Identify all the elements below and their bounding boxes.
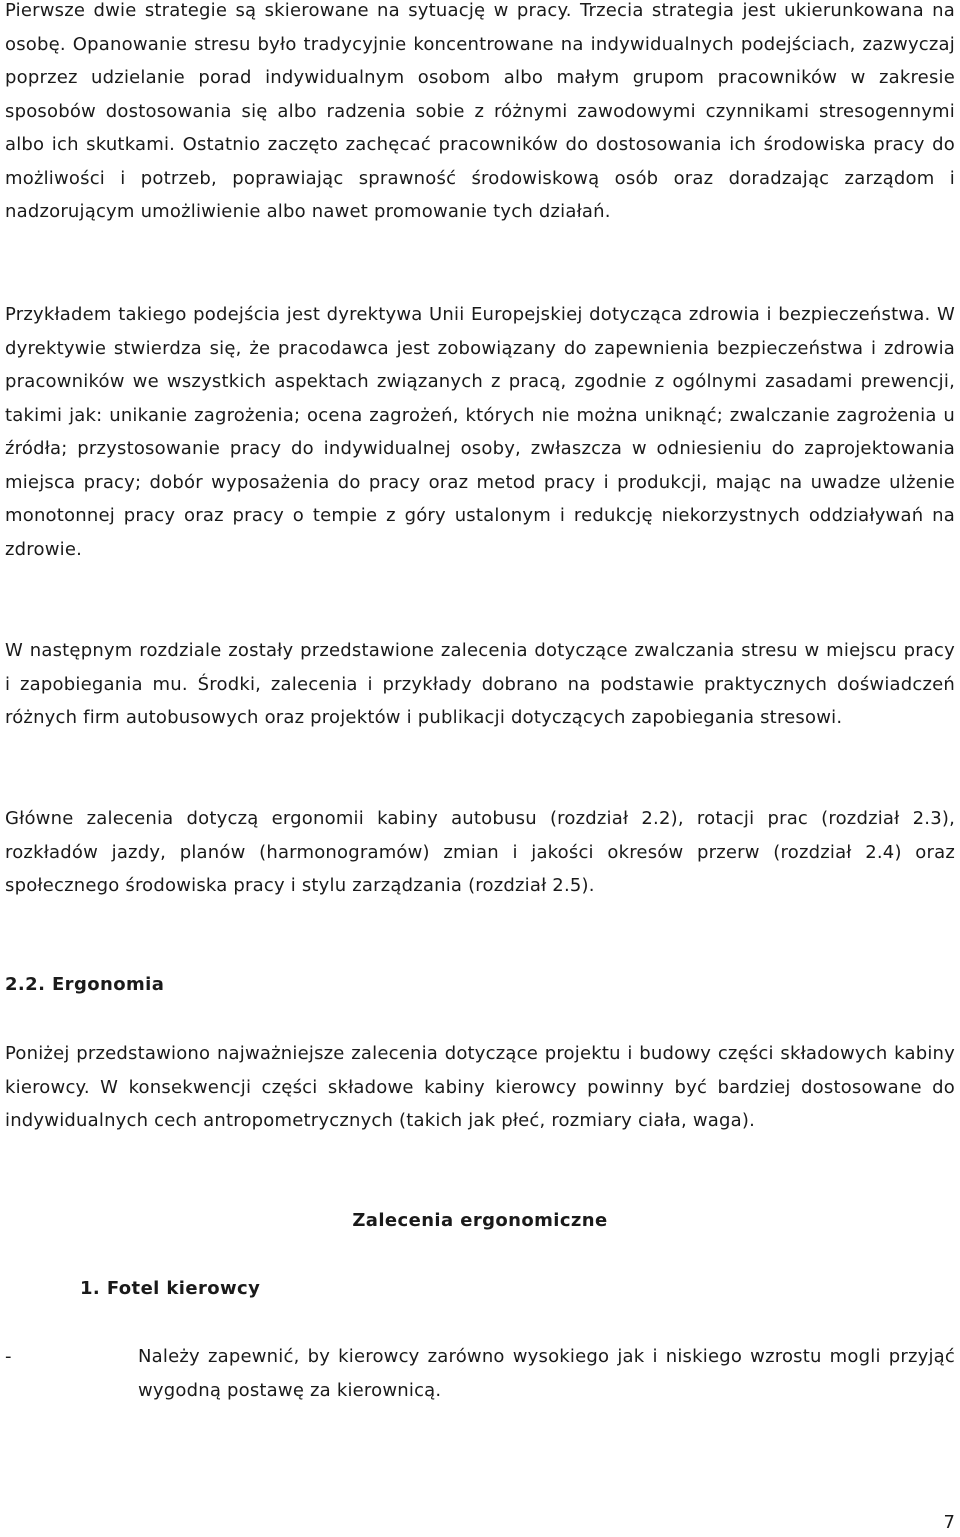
paragraph-next-chapter: W następnym rozdziale zostały przedstawione zalecenia dotyczące zwalczania stresu w miejscu pracy i zapobiegania mu. Środki, zalecenia i przykłady dobrano na podstawie praktycznych doświadczeń różnych firm autobusowych oraz projektów i publikacji dotyczących zapobiegania stresowi. <box>5 640 955 728</box>
paragraph-strategies: Pierwsze dwie strategie są skierowane na sytuację w pracy. Trzecia strategia jest ukierunkowana na osobę. Opanowanie stresu było tradycyjnie koncentrowane na indywidualnych podejściach, zazwyczaj poprzez udzielanie porad indywidualnym osobom albo małym grupom pracowników w zakresie sposobów dostosowania się albo radzenia sobie z różnymi zawodowymi czynnikami stresogennymi albo ich skutkami. Ostatnio zaczęto zachęcać pracowników do dostosowania ich środowiska pracy do możliwości i potrzeb, poprawiając sprawność środowiskową osób oraz doradzając zarządom i nadzorującym umożliwienie albo nawet promowanie tych działań. <box>5 0 955 222</box>
paragraph-eu-directive: Przykładem takiego podejścia jest dyrektywa Unii Europejskiej dotycząca zdrowia i bezpieczeństwa. W dyrektywie stwierdza się, że pracodawca jest zobowiązany do zapewnienia bezpieczeństwa i zdrowia pracowników we wszystkich aspektach związanych z pracą, zgodnie z ogólnymi zasadami prewencji, takimi jak: unikanie zagrożenia; ocena zagrożeń, których nie można uniknąć; zwalczanie zagrożenia u źródła; przystosowanie pracy do indywidualnej osoby, zwłaszcza w odniesieniu do zaprojektowania miejsca pracy; dobór wyposażenia do pracy oraz metod pracy i produkcji, mając na uwadze ulżenie monotonnej pracy oraz pracy o tempie z góry ustalonym i redukcję niekorzystnych oddziaływań na zdrowie. <box>5 304 955 560</box>
bullet-marker: - <box>5 1346 12 1367</box>
subheading-drivers-seat: 1. Fotel kierowcy <box>80 1278 261 1299</box>
bullet-item <box>5 1340 955 1407</box>
paragraph-ergonomics-intro: Poniżej przedstawiono najważniejsze zalecenia dotyczące projektu i budowy części składowych kabiny kierowcy. W konsekwencji części składowe kabiny kierowcy powinny być bardziej dostosowane do indywidualnych cech antropometrycznych (takich jak płeć, rozmiary ciała, waga). <box>5 1043 955 1131</box>
ergonomic-recommendations-title: Zalecenia ergonomiczne <box>352 1210 608 1231</box>
bullet-text: Należy zapewnić, by kierowcy zarówno wysokiego jak i niskiego wzrostu mogli przyjąć wygodną postawę za kierownicą. <box>138 1346 955 1401</box>
page-number: 7 <box>943 1512 955 1533</box>
section-heading: 2.2. Ergonomia <box>5 974 165 995</box>
paragraph-main-recommendations: Główne zalecenia dotyczą ergonomii kabiny autobusu (rozdział 2.2), rotacji prac (rozdział 2.3), rozkładów jazdy, planów (harmonogramów) zmian i jakości okresów przerw (rozdział 2.4) oraz społecznego środowiska pracy i stylu zarządzania (rozdział 2.5). <box>5 808 955 896</box>
